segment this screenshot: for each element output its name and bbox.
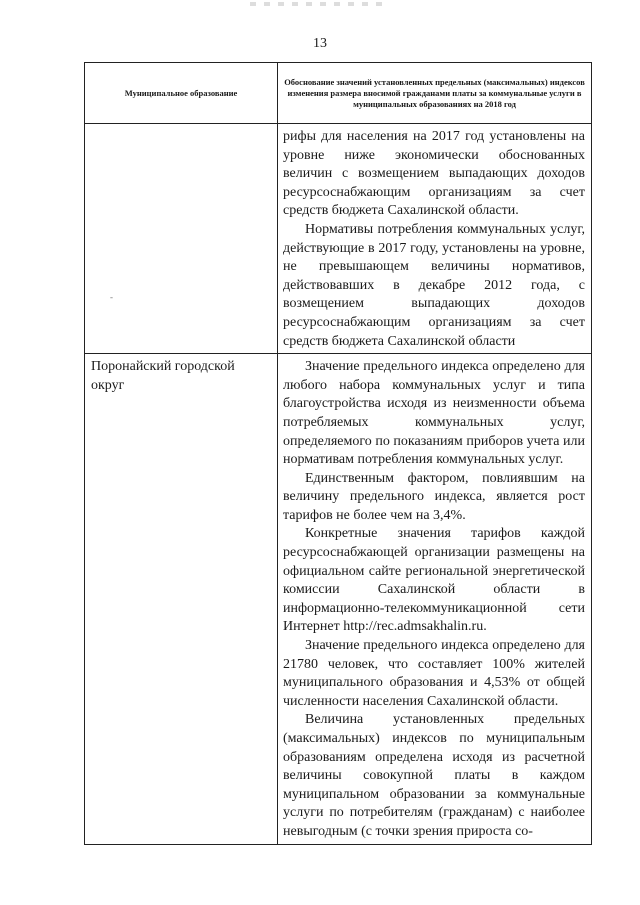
- scan-artifact: [250, 2, 390, 6]
- margin-mark: -: [110, 292, 113, 302]
- paragraph: Единственным фактором, повлиявшим на величину предельного индекса, является рост тарифов не более чем на 3,4%.: [283, 470, 585, 523]
- table-header-row: [85, 63, 592, 124]
- page-number: 13: [313, 36, 327, 51]
- table-row: [85, 124, 592, 354]
- paragraph: Величина установленных предельных (максимальных) индексов по муниципальным образованиям определена исходя из расчетной величины совокупной платы в каждом муниципальном образовании за коммунальные услуги по потребителям (гражданам) с наиболее невыгодным (с точки зрения прироста со-: [283, 712, 585, 839]
- paragraph: Значение предельного индекса определено для 21780 человек, что составляет 100% жителей муниципального образования и 4,53% от общей численности населения Сахалинской области.: [283, 638, 585, 709]
- header-municipality: Муниципальное образование: [85, 63, 278, 124]
- paragraph: Конкретные значения тарифов каждой ресурсоснабжающей организации размещены на официальном сайте региональной энергетической комиссии Сахалинской области в информационно-телекоммуникационной сети Интернет http://rec.admsakhalin.ru.: [283, 526, 585, 635]
- header-justification: Обоснование значений установленных предельных (максимальных) индексов изменения размера вносимой гражданами платы за коммунальные услуги в муниципальных образованиях на 2018 год: [278, 63, 592, 124]
- table-row: [85, 354, 592, 844]
- paragraph: Нормативы потребления коммунальных услуг, действующие в 2017 году, установлены на уровне, не превышающем величины нормативов, действовавших в декабре 2012 года, с возмещением выпадающих доходов ресурсоснабжающим организациям за счет средств бюджета Сахалинской области: [283, 221, 585, 349]
- justification-table: [84, 62, 592, 845]
- row1-municipality: [85, 124, 278, 354]
- row1-justification: [278, 124, 592, 354]
- paragraph: рифы для населения на 2017 год установлены на уровне ниже экономически обоснованных величин с возмещением выпадающих доходов ресурсоснабжающим организациям за счет средств бюджета Сахалинской области.: [283, 129, 585, 219]
- row2-justification: [278, 354, 592, 844]
- row2-municipality: Поронайский городской округ: [85, 354, 278, 844]
- paragraph: Значение предельного индекса определено для любого набора коммунальных услуг и типа благоустройства исходя из неизменности объема потребляемых коммунальных услуг, определяемого по показаниям приборов учета или нормативам потребления коммунальных услуг.: [283, 359, 585, 468]
